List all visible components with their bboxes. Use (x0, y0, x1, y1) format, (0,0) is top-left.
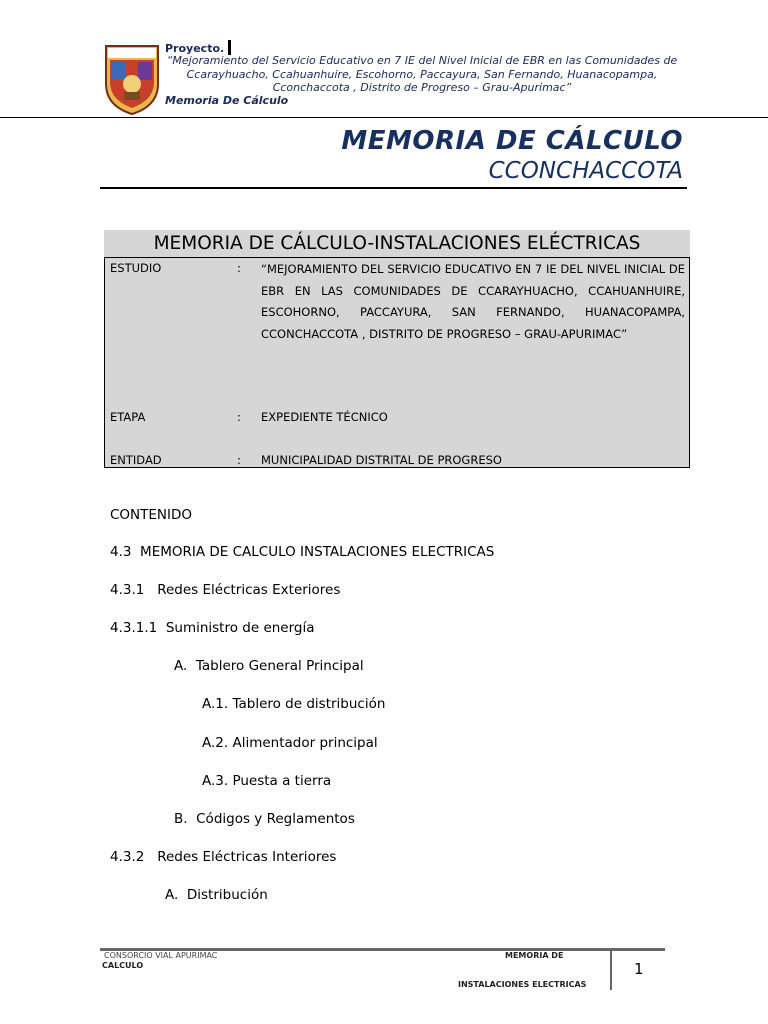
project-label: Proyecto. (165, 42, 225, 55)
field-separator: : (237, 410, 241, 424)
footer-doc-subtitle: INSTALACIONES ELECTRICAS (458, 980, 587, 989)
toc-item: A.3. Puesta a tierra (202, 773, 332, 789)
toc-item: 4.3.2 Redes Eléctricas Interiores (110, 849, 337, 865)
header-divider (0, 117, 768, 118)
toc-item: A. Distribución (165, 887, 268, 903)
field-value-entidad: MUNICIPALIDAD DISTRITAL DE PROGRESO (261, 453, 502, 467)
page-number: 1 (634, 960, 644, 978)
field-label-etapa: ETAPA (110, 410, 146, 424)
field-value-estudio: “MEJORAMIENTO DEL SERVICIO EDUCATIVO EN 7 IE DEL NIVEL INICIAL DE EBR EN LAS COMUNIDADES DE CCARAYHUACHO, CCAHUANHUIRE, ESCOHORNO, PACCAYURA, SAN FERNANDO, HUANACOPAMPA, CCONCHACCOTA , DISTRITO DE PROGRESO – GRAU-APURIMAC” (261, 262, 685, 341)
field-separator: : (237, 453, 241, 467)
municipality-logo (104, 44, 160, 116)
document-subtitle: CCONCHACCOTA (488, 158, 683, 184)
field-value-etapa: EXPEDIENTE TÉCNICO (261, 410, 388, 424)
toc-item: A.1. Tablero de distribución (202, 696, 386, 712)
toc-item: B. Códigos y Reglamentos (174, 811, 355, 827)
field-separator: : (237, 261, 241, 275)
project-description: “Mejoramiento del Servicio Educativo en 7 IE del Nivel Inicial de EBR en las Comunidades de Ccarayhuacho, Ccahuanhuire, Escohorno, Paccayura, San Fernando, Huanacopampa, Cconchaccota , Distrito de Progreso – Grau-Apurimac” (166, 54, 678, 94)
toc-item: 4.3 MEMORIA DE CALCULO INSTALACIONES ELECTRICAS (110, 544, 495, 560)
field-label-estudio: ESTUDIO (110, 261, 162, 275)
footer-left-line2: CALCULO (102, 961, 144, 970)
toc-item: A. Tablero General Principal (174, 658, 364, 674)
header-subtitle: Memoria De Cálculo (165, 94, 289, 107)
field-label-entidad: ENTIDAD (110, 453, 162, 467)
footer-company: CONSORCIO VIAL APURIMAC (104, 951, 218, 960)
title-divider (100, 187, 687, 189)
toc-item: A.2. Alimentador principal (202, 735, 378, 751)
info-box-title: MEMORIA DE CÁLCULO-INSTALACIONES ELÉCTRICAS (104, 230, 690, 258)
contents-heading: CONTENIDO (110, 507, 193, 523)
document-title: MEMORIA DE CÁLCULO (341, 126, 683, 156)
toc-item: 4.3.1 Redes Eléctricas Exteriores (110, 582, 341, 598)
footer-doc-title: MEMORIA DE (505, 951, 564, 960)
footer-vertical-divider (610, 950, 612, 990)
toc-item: 4.3.1.1 Suministro de energía (110, 620, 315, 636)
text-cursor (228, 40, 231, 55)
